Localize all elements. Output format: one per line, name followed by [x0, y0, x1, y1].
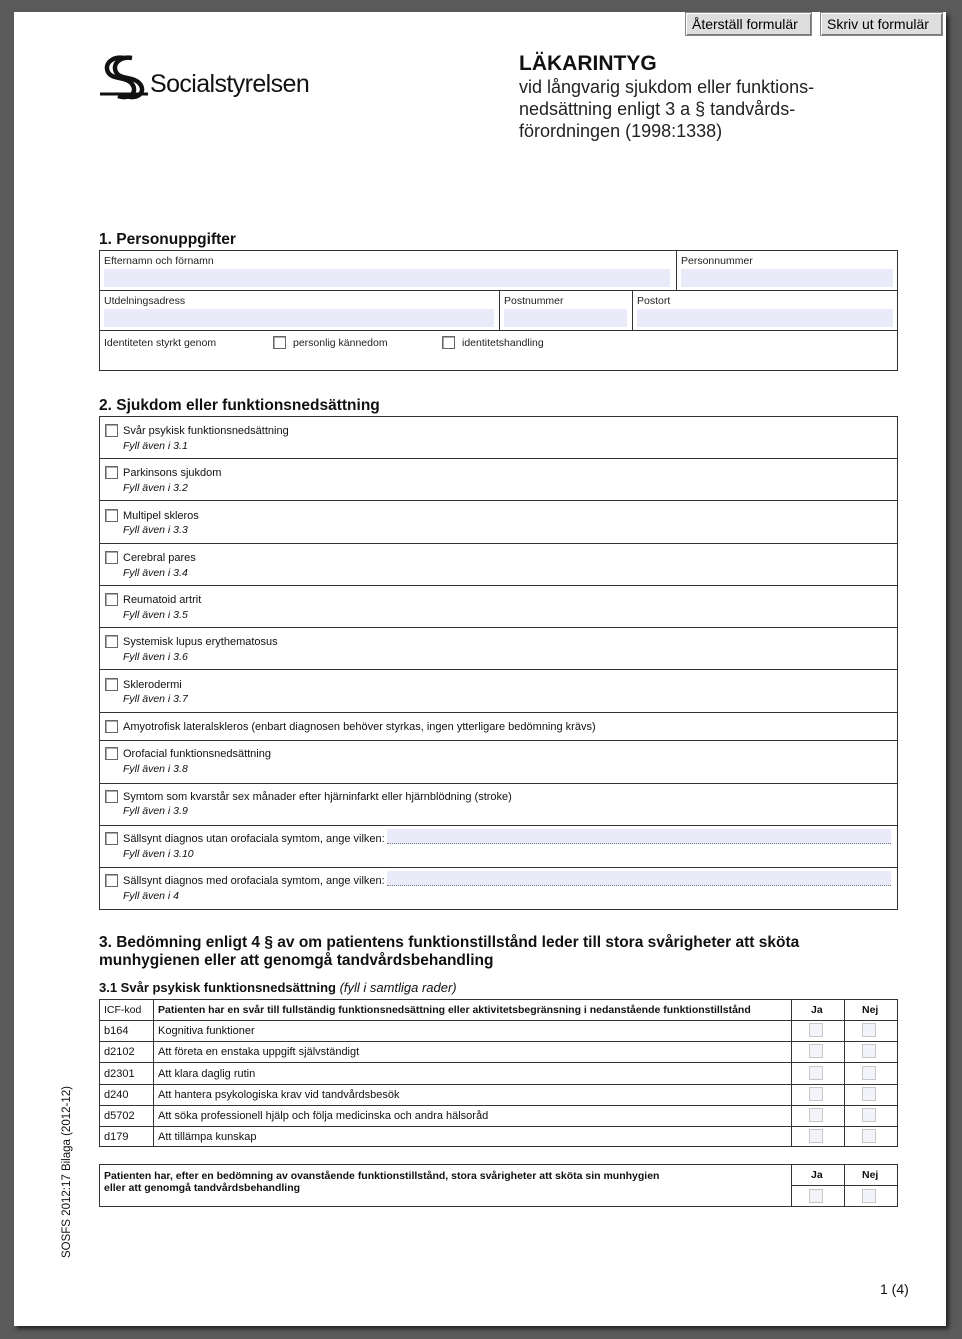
diagnosis-label: Parkinsons sjukdom [123, 467, 222, 479]
diagnosis-note: Fyll även i 3.10 [123, 848, 194, 860]
icf-code-header: ICF-kod [104, 1004, 142, 1016]
diagnosis-label: Sklerodermi [123, 679, 182, 691]
icf-yes-checkbox[interactable] [809, 1044, 823, 1058]
diagnosis-label: Amyotrofisk lateralskleros (enbart diagnosen behöver styrkas, ingen ytterligare bedömning krävs) [123, 721, 596, 733]
diagnosis-note: Fyll även i 3.9 [123, 805, 188, 817]
personal-info-box [99, 250, 898, 371]
icf-yes-checkbox[interactable] [809, 1129, 823, 1143]
postnummer-field[interactable] [504, 309, 627, 327]
diagnosis-label: Orofacial funktionsnedsättning [123, 748, 271, 760]
icf-no-checkbox[interactable] [862, 1066, 876, 1080]
icf-yes-checkbox[interactable] [809, 1087, 823, 1101]
diagnosis-label: Svår psykisk funktionsnedsättning [123, 425, 289, 437]
logo-wordmark: Socialstyrelsen [150, 70, 310, 98]
icf-table: ICF-kod Patienten har en svår till fullständig funktionsnedsättning eller aktivitetsbegränsning i nedanstående funktionstillstånd Ja Nej b164 Kognitiva funktioner d2102 Att företa en enstaka uppgift självständigt d2301 Att klara daglig rutin d240 Att hantera psykologiska krav vid tandvårdsbesök d5702 Att söka professionell hjälp och följa medicinska och andra hälsoråd d179 Att tillämpa kunskap [99, 999, 898, 1147]
summary-yes-checkbox[interactable] [809, 1189, 823, 1203]
identity-label: Identiteten styrkt genom [104, 337, 217, 349]
section3-1-heading: 3.1 Svår psykisk funktionsnedsättning (fyll i samtliga rader) [99, 980, 457, 995]
identity-personal-label: personlig kännedom [293, 337, 388, 349]
section3-heading: 3. Bedömning enligt 4 § av om patientens funktionstillstånd leder till stora svårigheter att sköta munhygienen eller att genomgå tandvårdsbehandling [99, 934, 800, 969]
icf-no-checkbox[interactable] [862, 1129, 876, 1143]
diagnosis-checkbox[interactable] [105, 424, 118, 437]
diagnosis-note: Fyll även i 3.3 [123, 524, 188, 536]
address-label: Utdelningsadress [104, 295, 186, 307]
postnummer-label: Postnummer [504, 295, 564, 307]
diagnosis-checkbox[interactable] [105, 509, 118, 522]
section1-heading: 1. Personuppgifter [99, 231, 236, 248]
icf-description-header: Patienten har en svår till fullständig funktionsnedsättning eller aktivitetsbegränsning i nedanstående funktionstillstånd [158, 1004, 751, 1016]
postort-label: Postort [637, 295, 671, 307]
rare-orofacial-diagnosis-field[interactable] [387, 871, 891, 886]
rare-diagnosis-field[interactable] [387, 829, 891, 844]
name-label: Efternamn och förnamn [104, 255, 214, 267]
summary-yes-header: Ja [811, 1169, 823, 1181]
diagnosis-checkbox[interactable] [105, 832, 118, 845]
personnummer-label: Personnummer [681, 255, 753, 267]
diagnosis-checkbox[interactable] [105, 593, 118, 606]
diagnosis-note: Fyll även i 3.6 [123, 651, 188, 663]
address-field[interactable] [104, 309, 494, 327]
diagnosis-label: Reumatoid artrit [123, 594, 202, 606]
summary-box [99, 1164, 898, 1207]
diagnosis-note: Fyll även i 3.7 [123, 693, 188, 705]
icf-yes-checkbox[interactable] [809, 1108, 823, 1122]
reset-form-button[interactable]: Återställ formulär [685, 12, 812, 36]
icf-yes-header: Ja [811, 1004, 823, 1016]
name-field[interactable] [104, 269, 670, 287]
icf-no-checkbox[interactable] [862, 1087, 876, 1101]
diagnosis-checkbox[interactable] [105, 466, 118, 479]
diagnosis-label: Systemisk lupus erythematosus [123, 636, 278, 648]
diagnosis-box [99, 416, 898, 910]
identity-document-label: identitetshandling [462, 337, 544, 349]
diagnosis-checkbox[interactable] [105, 720, 118, 733]
diagnosis-note: Fyll även i 4 [123, 890, 180, 902]
identity-personal-checkbox[interactable] [273, 336, 286, 349]
print-form-button[interactable]: Skriv ut formulär [820, 12, 943, 36]
diagnosis-note: Fyll även i 3.8 [123, 763, 188, 775]
socialstyrelsen-logo [98, 54, 328, 102]
diagnosis-checkbox[interactable] [105, 874, 118, 887]
form-page [14, 12, 946, 1326]
icf-yes-checkbox[interactable] [809, 1023, 823, 1037]
document-title: LÄKARINTYG [519, 52, 657, 75]
diagnosis-checkbox[interactable] [105, 678, 118, 691]
identity-document-checkbox[interactable] [442, 336, 455, 349]
diagnosis-note: Fyll även i 3.2 [123, 482, 188, 494]
document-subtitle: vid långvarig sjukdom eller funktions- nedsättning enligt 3 a § tandvårds- förordningen (1998:1338) [519, 77, 815, 141]
diagnosis-checkbox[interactable] [105, 635, 118, 648]
icf-no-checkbox[interactable] [862, 1108, 876, 1122]
icf-no-checkbox[interactable] [862, 1023, 876, 1037]
diagnosis-label: Cerebral pares [123, 552, 196, 564]
personnummer-field[interactable] [681, 269, 893, 287]
page-number: 1 (4) [880, 1281, 909, 1297]
summary-text: Patienten har, efter en bedömning av ovanstående funktionstillstånd, stora svårigheter att sköta sin munhygien eller att genomgå tandvårdsbehandling [104, 1170, 660, 1194]
diagnosis-checkbox[interactable] [105, 790, 118, 803]
diagnosis-checkbox[interactable] [105, 551, 118, 564]
diagnosis-note: Fyll även i 3.5 [123, 609, 188, 621]
sosfs-reference: SOSFS 2012:17 Bilaga (2012-12) [61, 1086, 73, 1258]
icf-no-header: Nej [862, 1004, 879, 1016]
icf-yes-checkbox[interactable] [809, 1066, 823, 1080]
diagnosis-label: Sällsynt diagnos med orofaciala symtom, ange vilken: [123, 875, 385, 887]
diagnosis-note: Fyll även i 3.4 [123, 567, 188, 579]
logo-emblem-icon [98, 54, 150, 100]
icf-no-checkbox[interactable] [862, 1044, 876, 1058]
diagnosis-label: Symtom som kvarstår sex månader efter hjärninfarkt eller hjärnblödning (stroke) [123, 791, 512, 803]
summary-no-header: Nej [862, 1169, 879, 1181]
diagnosis-label: Multipel skleros [123, 510, 199, 522]
diagnosis-checkbox[interactable] [105, 747, 118, 760]
postort-field[interactable] [637, 309, 893, 327]
section2-heading: 2. Sjukdom eller funktionsnedsättning [99, 397, 380, 414]
diagnosis-note: Fyll även i 3.1 [123, 440, 188, 452]
diagnosis-label: Sällsynt diagnos utan orofaciala symtom, ange vilken: [123, 833, 385, 845]
summary-no-checkbox[interactable] [862, 1189, 876, 1203]
